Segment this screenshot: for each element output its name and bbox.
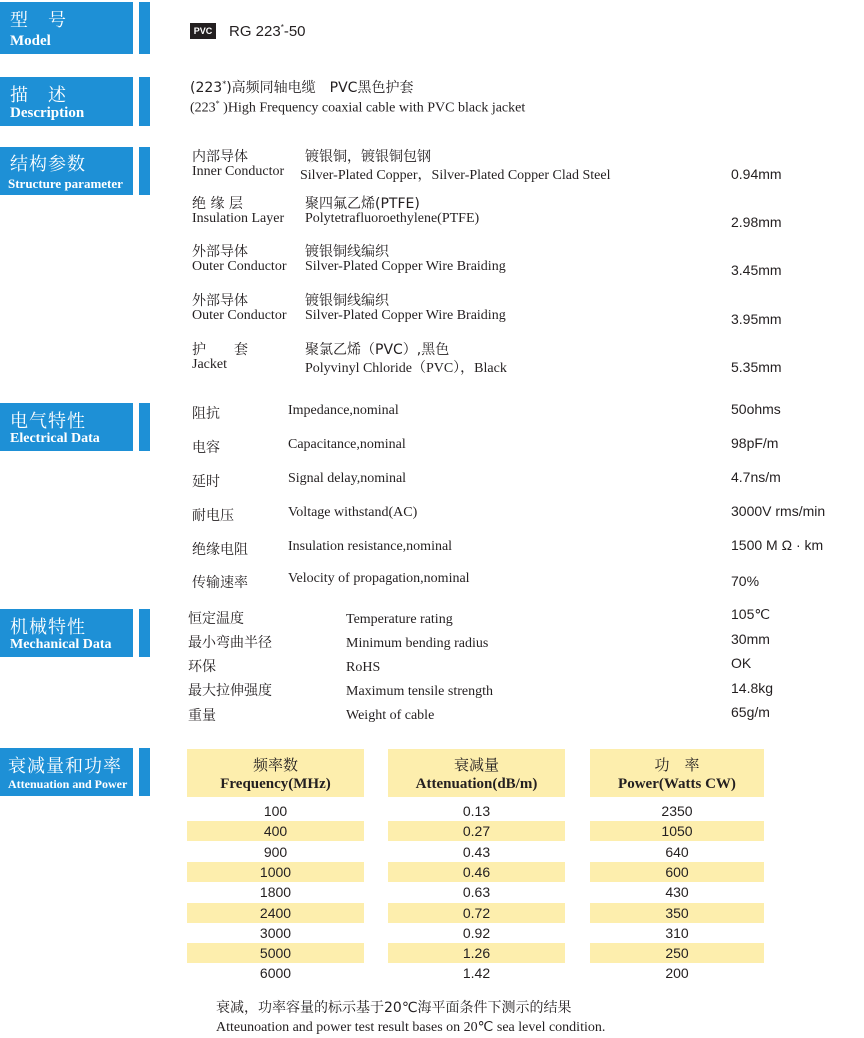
mechanical-label-en: Maximum tensile strength — [346, 684, 493, 699]
power-cell: 310 — [665, 924, 689, 941]
section-header-structure — [0, 147, 133, 195]
electrical-label-cn: 耐电压 — [192, 508, 234, 524]
section-title-en: Mechanical Data — [10, 637, 112, 652]
section-title-cn: 机械特性 — [10, 617, 86, 638]
structure-material-cn: 镀银铜，镀银铜包钢 — [305, 149, 431, 165]
structure-name-en: Insulation Layer — [192, 211, 285, 226]
section-header-attenuation — [0, 748, 133, 796]
electrical-label-cn: 延时 — [192, 474, 220, 490]
frequency-cell: 100 — [263, 803, 288, 819]
structure-material-cn: 聚四氟乙烯(PTFE) — [305, 196, 420, 212]
mechanical-value: 105℃ — [731, 606, 771, 622]
mechanical-label-cn: 最小弯曲半径 — [188, 635, 272, 651]
electrical-value: 98pF/m — [731, 435, 779, 451]
column-header-cn: 衰减量 — [453, 756, 499, 774]
column-header-en: Attenuation(dB/m) — [415, 776, 538, 792]
mechanical-value: 65g/m — [731, 704, 770, 720]
mechanical-label-en: Minimum bending radius — [346, 636, 489, 651]
attenuation-cell: 1.42 — [462, 965, 491, 982]
structure-material-en: Silver-Plated Copper，Silver-Plated Copper Clad Steel — [300, 168, 611, 183]
electrical-label-en: Capacitance,nominal — [288, 437, 406, 452]
column-header-en: Frequency(MHz) — [220, 776, 331, 792]
model-value: RG 223*-50 — [229, 23, 306, 40]
structure-dimension: 0.94mm — [731, 166, 782, 182]
attenuation-cell: 0.63 — [462, 884, 491, 901]
mechanical-value: OK — [731, 655, 752, 671]
section-title-en: Model — [10, 33, 51, 49]
mechanical-label-en: RoHS — [346, 660, 381, 675]
electrical-label-cn: 绝缘电阻 — [192, 542, 248, 558]
electrical-label-cn: 传输速率 — [192, 575, 248, 591]
electrical-label-en: Insulation resistance,nominal — [288, 539, 453, 554]
mechanical-value: 30mm — [731, 631, 770, 647]
column-header-power — [590, 749, 764, 797]
structure-name-en: Inner Conductor — [192, 164, 285, 179]
section-title-en: Attenuation and Power — [8, 777, 128, 791]
section-accent-bar — [139, 2, 150, 54]
column-header-frequency — [187, 749, 364, 797]
section-title-cn: 电气特性 — [10, 411, 86, 432]
structure-name-en: Outer Conductor — [192, 308, 287, 323]
column-header-cn: 频率数 — [252, 756, 298, 774]
structure-name-cn: 护 套 — [192, 342, 248, 358]
frequency-cell: 900 — [263, 843, 288, 860]
electrical-value: 50ohms — [731, 401, 781, 417]
electrical-label-cn: 电容 — [192, 440, 220, 456]
section-title-en: Description — [10, 105, 85, 121]
section-accent-bar — [139, 609, 150, 657]
structure-dimension: 3.95mm — [731, 311, 782, 327]
attenuation-cell: 0.72 — [462, 904, 491, 921]
structure-name-cn: 绝 缘 层 — [192, 196, 243, 212]
section-accent-bar — [139, 147, 150, 195]
section-header-model — [0, 2, 133, 54]
electrical-label-en: Voltage withstand(AC) — [288, 505, 418, 520]
footnote-en: Atteunoation and power test result bases on 20℃ sea level condition. — [216, 1020, 606, 1035]
electrical-value: 3000V rms/min — [731, 503, 826, 519]
structure-material-en: Silver-Plated Copper Wire Braiding — [305, 308, 506, 323]
section-accent-bar — [139, 403, 150, 451]
mechanical-label-en: Weight of cable — [346, 708, 435, 723]
section-title-en: Electrical Data — [10, 431, 100, 446]
description-cn: (223*)高频同轴电缆 PVC黑色护套 — [190, 79, 414, 96]
frequency-cell: 6000 — [259, 965, 292, 982]
frequency-cell: 2400 — [259, 904, 292, 921]
structure-name-en: Jacket — [192, 357, 227, 372]
section-accent-bar — [139, 748, 150, 796]
mechanical-label-cn: 环保 — [188, 659, 216, 675]
structure-name-cn: 外部导体 — [192, 244, 248, 260]
attenuation-cell: 1.26 — [462, 945, 491, 962]
power-cell: 640 — [665, 843, 689, 860]
attenuation-cell: 0.13 — [462, 803, 491, 819]
power-cell: 600 — [665, 863, 689, 880]
section-title-cn: 描 述 — [10, 85, 67, 106]
column-header-en: Power(Watts CW) — [618, 776, 736, 792]
electrical-value: 1500 M Ω · km — [731, 537, 824, 553]
structure-dimension: 5.35mm — [731, 359, 782, 375]
structure-material-en: Silver-Plated Copper Wire Braiding — [305, 259, 506, 274]
section-title-cn: 结构参数 — [10, 154, 86, 175]
structure-material-en: Polytetrafluoroethylene(PTFE) — [305, 211, 480, 226]
frequency-cell: 400 — [263, 823, 288, 840]
structure-material-cn: 聚氯乙烯（PVC）,黑色 — [305, 342, 450, 358]
power-cell: 2350 — [661, 803, 693, 819]
electrical-value: 70% — [731, 573, 760, 589]
electrical-label-cn: 阻抗 — [192, 406, 220, 422]
mechanical-label-cn: 最大拉伸强度 — [188, 683, 272, 699]
power-cell: 1050 — [661, 823, 693, 840]
electrical-label-en: Velocity of propagation,nominal — [288, 571, 470, 586]
power-cell: 350 — [665, 904, 689, 921]
attenuation-cell: 0.43 — [462, 843, 491, 860]
description-en: (223* )High Frequency coaxial cable with PVC black jacket — [190, 99, 526, 116]
structure-name-en: Outer Conductor — [192, 259, 287, 274]
pvc-badge: PVC — [190, 23, 216, 39]
attenuation-cell: 0.46 — [462, 863, 491, 880]
frequency-cell: 1800 — [259, 884, 292, 901]
power-cell: 430 — [665, 884, 689, 901]
structure-dimension: 2.98mm — [731, 214, 782, 230]
mechanical-value: 14.8kg — [731, 680, 774, 696]
frequency-cell: 5000 — [259, 945, 292, 962]
structure-dimension: 3.45mm — [731, 262, 782, 278]
section-header-description — [0, 77, 133, 126]
electrical-value: 4.7ns/m — [731, 469, 781, 485]
electrical-label-en: Signal delay,nominal — [288, 471, 407, 486]
mechanical-label-en: Temperature rating — [346, 612, 453, 627]
electrical-label-en: Impedance,nominal — [288, 403, 399, 418]
frequency-cell: 1000 — [259, 863, 292, 880]
mechanical-label-cn: 重量 — [188, 708, 216, 724]
structure-material-cn: 镀银铜线编织 — [305, 244, 389, 260]
mechanical-label-cn: 恒定温度 — [188, 611, 244, 627]
section-header-mechanical — [0, 609, 133, 657]
footnote-cn: 衰减，功率容量的标示基于20℃海平面条件下测示的结果 — [216, 1000, 572, 1016]
column-header-attenuation — [388, 749, 565, 797]
structure-name-cn: 内部导体 — [192, 149, 248, 165]
attenuation-cell: 0.92 — [462, 924, 491, 941]
structure-name-cn: 外部导体 — [192, 293, 248, 309]
section-header-electrical — [0, 403, 133, 451]
structure-material-cn: 镀银铜线编织 — [305, 293, 389, 309]
structure-material-en: Polyvinyl Chloride（PVC），Black — [305, 361, 507, 376]
section-title-en: Structure parameter — [8, 176, 123, 191]
attenuation-cell: 0.27 — [462, 823, 491, 840]
section-title-cn: 型 号 — [10, 10, 67, 31]
power-cell: 200 — [665, 965, 689, 982]
column-header-cn: 功 率 — [654, 756, 700, 774]
section-accent-bar — [139, 77, 150, 126]
frequency-cell: 3000 — [259, 924, 292, 941]
section-title-cn: 衰减量和功率 — [8, 756, 122, 777]
power-cell: 250 — [665, 945, 689, 962]
